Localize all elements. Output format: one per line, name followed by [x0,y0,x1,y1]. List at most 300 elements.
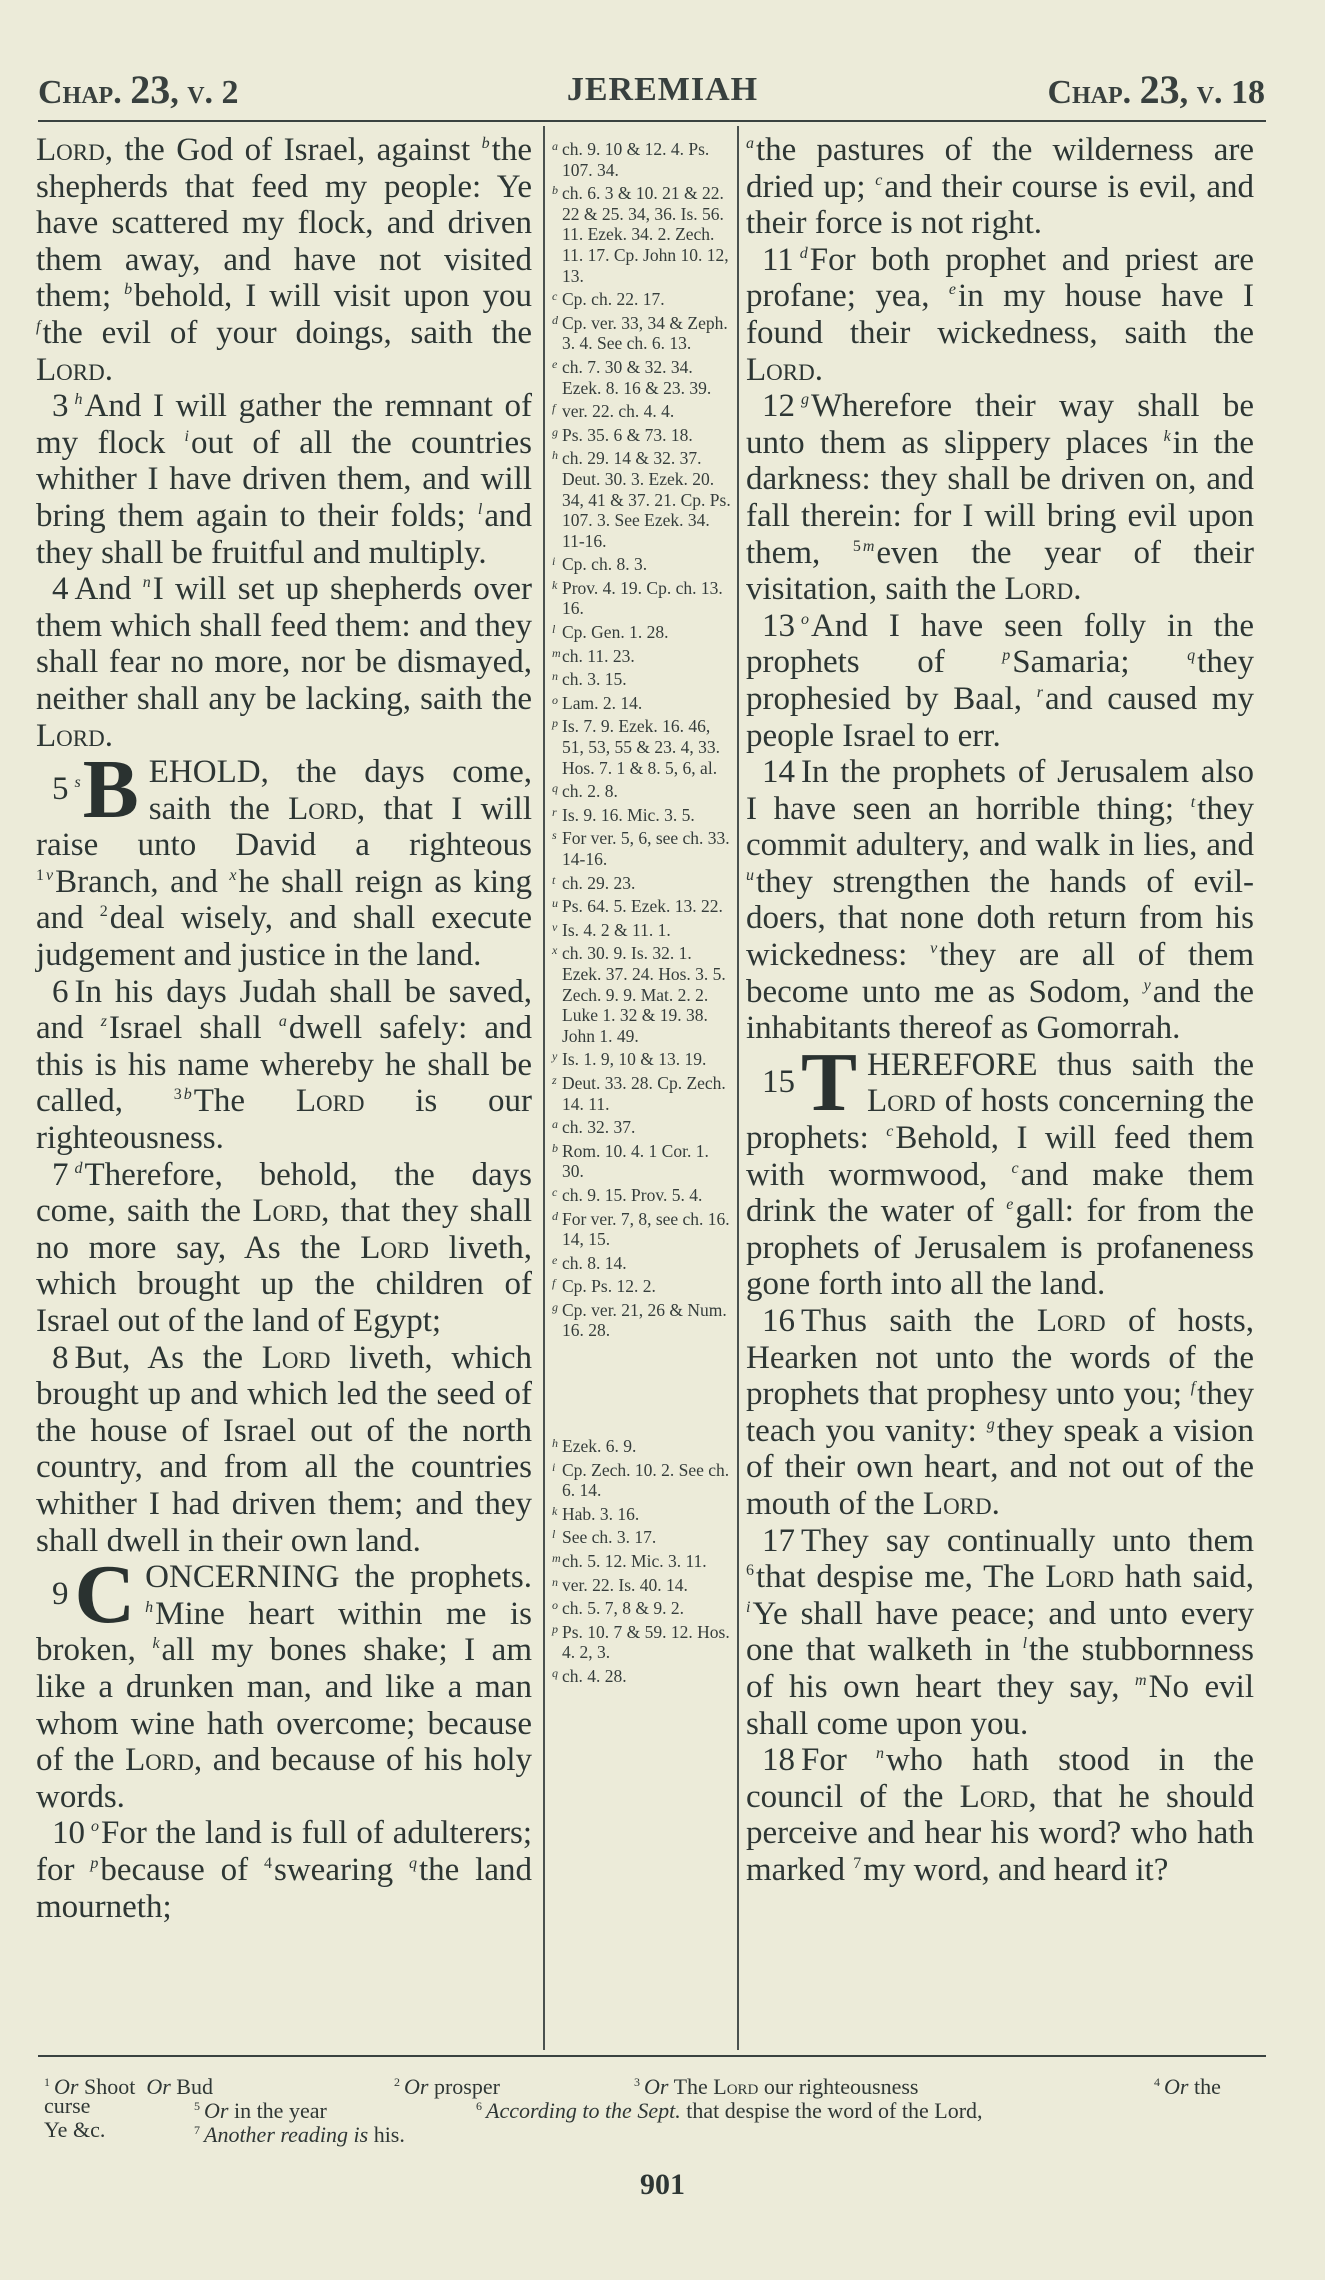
cross-reference[interactable] [552,310,734,354]
column-divider-left [543,126,545,2050]
verse-text: Ye shall have peace; and unto every one that walketh in [746,1595,1254,1669]
footnote-marker[interactable]: 7 [853,1854,862,1872]
cross-reference[interactable] [552,619,734,643]
reference-letter: c [552,1184,558,1199]
reference-marker[interactable]: s [74,774,81,792]
verse-text: EHOLD, the days come, saith the Lord, that I will raise unto David a righteous [36,754,532,864]
verse-text: Mine heart within me is broken, [36,1595,532,1669]
reference-marker[interactable]: y [1143,976,1151,994]
footnote-text: that despise the word of the Lord, [686,2098,983,2123]
reference-marker[interactable]: c [1011,1159,1019,1177]
verse-number: 17 [762,1522,795,1559]
reference-marker[interactable]: t [1190,793,1196,811]
reference-letter: s [552,828,557,843]
reference-text: Is. 4. 2 & 11. 1. [562,919,671,940]
reference-letter: l [552,1527,556,1542]
verse-text: Israel shall [109,1010,279,1047]
reference-letter: i [552,1459,556,1474]
cross-reference[interactable] [552,643,734,667]
reference-marker[interactable]: l [1022,1635,1028,1653]
reference-marker[interactable]: h [145,1598,154,1616]
reference-text: Lam. 2. 14. [562,692,643,713]
footnote-text: the [1193,2074,1221,2099]
reference-marker[interactable]: e [1006,1196,1014,1214]
cross-reference[interactable] [552,1070,734,1114]
cross-reference[interactable] [552,713,734,778]
reference-text: ch. 9. 10 & 12. 4. Ps. 107. 34. [562,139,710,180]
running-head-right [1047,67,1265,113]
verse-text: and caused my people Israel to err. [746,680,1254,754]
cross-reference[interactable] [552,1663,734,1687]
cross-reference[interactable] [552,940,734,1046]
reference-marker[interactable]: v [930,940,938,958]
footnote-or: Or [146,2074,171,2099]
verse-text: HEREFORE thus saith the Lord of hosts concerning the prophets: [746,1046,1254,1157]
footnote-marker[interactable]: 3 [173,1086,182,1104]
verse-text: they are all of them become unto me as Sodom, [746,937,1254,1010]
chap-label: Chap. [1047,74,1132,111]
verse-text: For the land is full of adulterers; for [36,1815,532,1888]
reference-marker[interactable]: p [90,1854,99,1872]
reference-letter: f [552,401,556,416]
footnote-marker[interactable]: 6 [746,1562,754,1580]
footnote-or: Or [644,2074,669,2099]
drop-cap: T [801,1035,858,1129]
verse [36,1157,532,1340]
reference-letter: p [552,1621,558,1636]
reference-marker[interactable]: m [862,537,875,555]
verse-number: 14 [762,754,795,791]
verse [746,1035,1254,1303]
cross-reference[interactable] [552,1595,734,1619]
footnote-text: Bud [176,2074,213,2099]
footnote-marker: 2 [394,2075,400,2089]
reference-text: ch. 3. 15. [562,669,627,690]
verse-text: Branch, and [55,863,230,900]
cross-reference[interactable] [552,825,734,869]
reference-text: Ps. 35. 6 & 73. 18. [562,424,693,445]
verse-number: 11 [762,241,794,278]
verse [36,743,532,974]
cross-reference[interactable] [552,666,734,690]
reference-marker[interactable]: g [801,391,809,409]
footnote-marker: 4 [1154,2075,1160,2089]
verse-text: and the inhabitants thereof as Gomorrah. [746,973,1254,1047]
verse-text: dwell safely: and this is his name whereby he shall be called, [36,1010,532,1120]
reference-marker[interactable]: u [746,866,754,884]
reference-text: Cp. Zech. 10. 2. See ch. 6. 14. [562,1459,730,1501]
verse-text: and they shall be fruitful and multiply. [36,497,532,571]
reference-letter: z [552,1072,557,1087]
cross-reference[interactable] [552,1433,734,1457]
reference-letter: h [552,1436,558,1451]
reference-letter: b [552,1140,558,1155]
verse-text: and their course is evil, and their force is not right. [746,168,1254,242]
cross-reference[interactable] [552,870,734,894]
reference-text: ch. 29. 23. [562,872,636,893]
footnote-marker[interactable]: 5 [852,537,861,555]
reference-marker[interactable]: i [184,427,189,445]
cross-reference[interactable] [552,802,734,826]
reference-letter: a [552,1117,558,1132]
cross-reference[interactable] [552,778,734,802]
reference-text: Cp. Gen. 1. 28. [562,622,669,643]
reference-text: ver. 22. ch. 4. 4. [562,401,675,422]
reference-marker[interactable]: f [1190,1379,1196,1397]
reference-text: ch. 4. 28. [562,1666,627,1686]
footnote-marker: 6 [476,2099,482,2113]
verse-text: For [801,1742,877,1779]
verse-text: For both prophet and priest are profane; yea, [746,241,1254,315]
reference-text: Prov. 4. 19. Cp. ch. 13. 16. [562,577,723,619]
footnote-text: Shoot [83,2074,136,2099]
cross-reference[interactable] [552,422,734,446]
footnote-rule [38,2055,1266,2057]
verse-text: they commit adultery, and walk in lies, and [746,790,1254,864]
reference-letter: k [552,1503,558,1518]
verse [746,608,1254,754]
reference-marker[interactable]: g [986,1415,995,1433]
reference-marker[interactable]: k [152,1635,160,1653]
verse-number: 3 [52,388,69,425]
verse [746,1742,1254,1888]
reference-text: Ps. 64. 5. Ezek. 13. 22. [562,896,723,917]
verse-text: that despise me, The Lord hath said, [756,1559,1254,1596]
verse-number: 7 [52,1156,69,1193]
footnote-or: Or [1164,2074,1189,2099]
reference-letter: p [552,716,558,731]
verse-number: 15 [762,1063,795,1100]
cross-reference[interactable] [552,1548,734,1572]
reference-marker[interactable]: l [477,500,483,518]
footnote-marker[interactable]: 4 [264,1854,272,1872]
reference-marker[interactable]: n [142,574,151,592]
drop-cap-lead [746,1035,863,1129]
reference-marker[interactable]: o [801,610,809,628]
reference-letter: b [552,183,558,198]
verse-text: And I have seen folly in the prophets of [746,607,1254,681]
cross-reference[interactable] [552,354,734,398]
verse-text: the pastures of the wilderness are dried up; [746,132,1254,205]
verses-left [36,388,532,1925]
verse-text: And I will gather the remnant of my flock [36,388,532,461]
page-number: 901 [640,2168,685,2201]
cross-reference[interactable] [552,445,734,551]
cross-reference[interactable] [552,1273,734,1297]
reference-letter: e [552,1252,558,1267]
header-rule [38,120,1266,122]
verse-text: No evil shall come upon you. [746,1668,1254,1742]
reference-letter: i [552,554,556,569]
verse-text: They say continually unto them [801,1522,1254,1559]
cross-reference[interactable] [552,1572,734,1596]
verse-text: all my bones shake; I am like a drunken man, and like a man whom wine hath overcome; because of the Lord, and because of his holy words. [36,1632,533,1815]
verse [36,388,532,571]
reference-letter: m [552,1551,561,1566]
reference-letter: h [552,448,558,463]
verse-number: 8 [52,1339,69,1376]
reference-text: Rom. 10. 4. 1 Cor. 1. 30. [562,1140,709,1182]
column-divider-right [737,126,739,2050]
verse-text: they strengthen the hands of evil-doers, that none doth return from his wickedness: [746,863,1254,974]
cross-reference[interactable] [552,1250,734,1274]
drop-cap: C [74,1548,136,1642]
reference-letter: y [552,1049,558,1064]
verse-text: who hath stood in the council of the Lord, that he should perceive and hear his word? who hath marked [746,1742,1254,1888]
verse [36,1815,532,1925]
reference-text: ch. 5. 7, 8 & 9. 2. [562,1598,685,1619]
footnote-marker[interactable]: 2 [99,903,108,921]
reference-letter: u [552,896,558,911]
reference-text: ch. 8. 14. [562,1252,627,1273]
reference-marker[interactable]: a [746,135,754,152]
verse [36,1340,532,1560]
verse-text: the shepherds that feed my people: Ye have scattered my flock, and driven them away, and have not visited them; [36,132,532,315]
verse-text: Therefore, behold, the days come, saith the Lord, that they shall no more say, As the Lord liveth, which brought up the children of Israel out of the land of Egypt; [36,1156,532,1339]
verse [36,974,532,1157]
reference-text: ch. 2. 8. [562,781,618,802]
reference-marker[interactable]: b [124,281,133,299]
footnote-text: in the year [233,2098,327,2123]
reference-text: ch. 6. 3 & 10. 21 & 22. 22 & 25. 34, 36. Is. 56. 11. Ezek. 34. 2. Zech. 11. 17. Cp. John 10. 12, 13. [562,183,729,286]
reference-marker[interactable]: e [948,281,957,299]
reference-letter: g [552,424,558,439]
reference-text: Ps. 10. 7 & 59. 12. Hos. 4. 2, 3. [562,1621,730,1663]
reference-marker[interactable]: v [46,866,54,884]
verse-text: ONCERNING the prophets. [145,1559,532,1596]
reference-text: ch. 7. 30 & 32. 34. Ezek. 8. 16 & 23. 39. [562,356,712,398]
reference-text: For ver. 5, 6, see ch. 33. 14-16. [562,828,730,869]
verse-text: The Lord is our righteousness. [36,1083,532,1157]
footnote-or: Or [204,2098,229,2123]
reference-letter: l [552,622,556,637]
cross-reference[interactable] [552,1297,734,1341]
verse-text: I will set up shepherds over them which shall feed them: and they shall fear no more, nor be dismayed, neither shall any be lacking, saith the Lord. [36,571,532,754]
reference-marker[interactable]: r [1036,683,1043,701]
reference-text: ch. 11. 23. [562,645,635,666]
reference-text: Cp. ch. 22. 17. [562,289,665,310]
reference-text: Ezek. 6. 9. [562,1436,637,1457]
reference-marker[interactable]: p [1002,647,1011,665]
verse-text: Thus saith the Lord of hosts, Hearken not unto the words of the prophets that prophesy unto you; [746,1303,1254,1413]
verse-text: In his days Judah shall be saved, and [36,973,532,1047]
cross-reference[interactable] [552,690,734,714]
footnote-text: Ye &c. [44,2117,106,2142]
reference-letter: r [552,804,557,819]
verse-text: gall: for from the prophets of Jerusalem is profaneness gone forth into all the land. [746,1193,1254,1303]
reference-text: Cp. Ps. 12. 2. [562,1276,656,1297]
cross-reference[interactable] [552,1114,734,1138]
footnote-text: his. [373,2122,405,2147]
verse-label: , v. 18 [1179,74,1265,111]
chap-number: 23 [130,67,171,112]
reference-marker[interactable]: h [74,391,83,409]
chap-number: 23 [1139,67,1180,112]
verse-text: because of [100,1851,264,1888]
reference-text: ch. 29. 14 & 32. 37. Deut. 30. 3. Ezek. 20. 34, 41 & 37. 21. Cp. Ps. 107. 3. See Ezek. 34. 11-16. [562,448,731,551]
verse-number: 12 [762,388,795,425]
reference-letter: m [552,645,561,660]
verse-text: Wherefore their way shall be unto them as slippery places [746,388,1254,461]
reference-letter: e [552,356,558,371]
verse [746,1303,1254,1523]
reference-marker[interactable]: d [74,1159,83,1177]
cross-reference[interactable] [552,1046,734,1070]
cross-reference[interactable] [552,398,734,422]
reference-letter: c [552,289,558,304]
reference-letter: v [552,919,558,934]
cross-reference[interactable] [552,893,734,917]
drop-cap-lead [36,743,145,837]
verse-number: 10 [52,1815,85,1852]
verse-number: 13 [762,607,795,644]
verse-text: my word, and heard it? [863,1851,1169,1888]
footnote-marker: 1 [44,2075,50,2089]
footnote-row-2 [44,2093,1266,2123]
reference-text: Is. 9. 16. Mic. 3. 5. [562,804,695,825]
reference-text: Cp. ver. 21, 26 & Num. 16. 28. [562,1299,727,1341]
verse [746,388,1254,608]
cross-reference[interactable] [552,917,734,941]
footnote-or: Or [404,2074,429,2099]
footnote-text: prosper [433,2074,500,2099]
references-gap [552,1341,734,1433]
cross-reference[interactable] [552,1501,734,1525]
footnote-marker[interactable]: 1 [36,866,44,884]
verse-text: even the year of their visitation, saith the Lord. [746,534,1255,608]
reference-marker[interactable]: z [100,1013,107,1031]
verse-number: 16 [762,1303,795,1339]
verse-text: in my house have I found their wickedness, saith the Lord. [746,278,1254,388]
verse-number: 5 [52,771,69,808]
footnote-italic: Another reading is [204,2122,369,2147]
reference-marker[interactable]: q [409,1854,417,1872]
verse-text: in the darkness: they shall be driven on, and fall therein: for I will bring evil upon them, [746,424,1254,571]
text-column-left [36,132,532,1925]
drop-cap-lead [36,1548,141,1642]
verse-continuation [36,132,532,388]
cross-reference[interactable] [552,1206,734,1250]
verse-text: the land mourneth; [36,1851,532,1925]
footnote-marker: 7 [194,2123,200,2137]
verse-text: swearing [274,1851,409,1888]
reference-marker[interactable]: c [886,1123,894,1141]
reference-marker[interactable]: n [876,1745,885,1763]
cross-reference[interactable] [552,1138,734,1182]
reference-marker[interactable]: d [799,244,808,262]
verse-text: Samaria; [1012,644,1188,681]
footnote-row-3 [44,2117,1266,2147]
verse [36,571,532,754]
verse-number: 9 [52,1576,69,1613]
reference-marker[interactable]: i [746,1598,751,1616]
verse-text: and make them drink the water of [746,1156,1254,1230]
footnote-italic: According to the Sept. [486,2098,681,2123]
verse-text: behold, I will visit upon you [134,278,532,315]
cross-reference[interactable] [552,551,734,575]
reference-marker[interactable]: q [1187,647,1196,665]
cross-reference[interactable] [552,1182,734,1206]
reference-letter: k [552,577,558,592]
cross-references-column [552,136,734,1687]
reference-letter: f [552,1276,556,1291]
verse-text: Lord, the God of Israel, against [36,132,482,168]
text-column-right [746,132,1254,1889]
reference-letter: n [552,669,558,684]
footnote-marker: 3 [634,2075,640,2089]
verse-text: they speak a vision of their own heart, and not out of the mouth of the Lord. [746,1412,1255,1522]
reference-marker[interactable]: b [183,1086,192,1104]
verse-text: they prophesied by Baal, [746,644,1254,717]
footnote-or: Or [54,2074,79,2099]
reference-text: Hab. 3. 16. [562,1503,640,1524]
drop-cap: B [82,743,139,837]
reference-text: ch. 9. 15. Prov. 5. 4. [562,1184,703,1205]
reference-text: Cp. ver. 33, 34 & Zeph. 3. 4. See ch. 6. 13. [562,312,728,354]
footnote-marker: 5 [194,2099,200,2113]
reference-letter: o [552,1598,558,1613]
reference-letter: t [552,872,556,887]
reference-marker[interactable]: b [481,135,490,152]
book-title: JEREMIAH [566,71,759,108]
cross-reference[interactable] [552,1619,734,1663]
reference-text: Cp. ch. 8. 3. [562,554,648,575]
cross-reference[interactable] [552,1457,734,1501]
reference-letter: x [552,943,558,958]
reference-marker[interactable]: x [229,866,237,884]
verses-right [746,242,1254,1889]
verse-text: he shall reign as king and [36,863,532,937]
verse-number: 4 [52,571,69,608]
reference-marker[interactable]: m [1135,1671,1147,1689]
reference-text: For ver. 7, 8, see ch. 16. 14, 15. [562,1208,730,1250]
cross-reference[interactable] [552,575,734,619]
verse-text: they teach you vanity: [746,1376,1254,1449]
cross-reference[interactable] [552,180,734,286]
reference-marker[interactable]: a [278,1013,287,1031]
footnote-row-1 [44,2070,1266,2099]
verse [746,242,1254,388]
reference-letter: q [552,1666,558,1680]
reference-letter: d [552,1208,558,1223]
footnotes [44,2070,1266,2147]
reference-text: See ch. 3. 17. [562,1527,657,1548]
references-top [552,136,734,1341]
verse [746,1523,1254,1743]
reference-marker[interactable]: k [1163,427,1171,445]
verse-text: deal wisely, and shall execute judgement and justice in the land. [36,900,532,974]
verse-text: And [74,571,143,608]
reference-letter: q [552,781,558,796]
reference-marker[interactable]: o [91,1818,99,1836]
references-bottom [552,1433,734,1687]
reference-marker[interactable]: f [36,317,41,335]
reference-text: ch. 30. 9. Is. 32. 1. Ezek. 37. 24. Hos. 3. 5. Zech. 9. 9. Mat. 2. 2. Luke 1. 32 & 19. 38. John 1. 49. [562,943,726,1046]
cross-reference[interactable] [552,136,734,180]
verse-number: 6 [52,973,69,1010]
verse-text: In the prophets of Jerusalem also I have seen an horrible thing; [746,754,1254,827]
reference-marker[interactable]: c [875,171,883,189]
verse-text: the stubbornness of his own heart they say, [746,1632,1254,1705]
verse [36,1548,533,1815]
reference-text: Deut. 33. 28. Cp. Zech. 14. 11. [562,1072,726,1114]
verse [746,754,1254,1047]
cross-reference[interactable] [552,1524,734,1548]
reference-text: ch. 32. 37. [562,1117,636,1138]
chap-label: Chap. [38,74,122,111]
cross-reference[interactable] [552,286,734,310]
reference-text: ver. 22. Is. 40. 14. [562,1574,688,1595]
